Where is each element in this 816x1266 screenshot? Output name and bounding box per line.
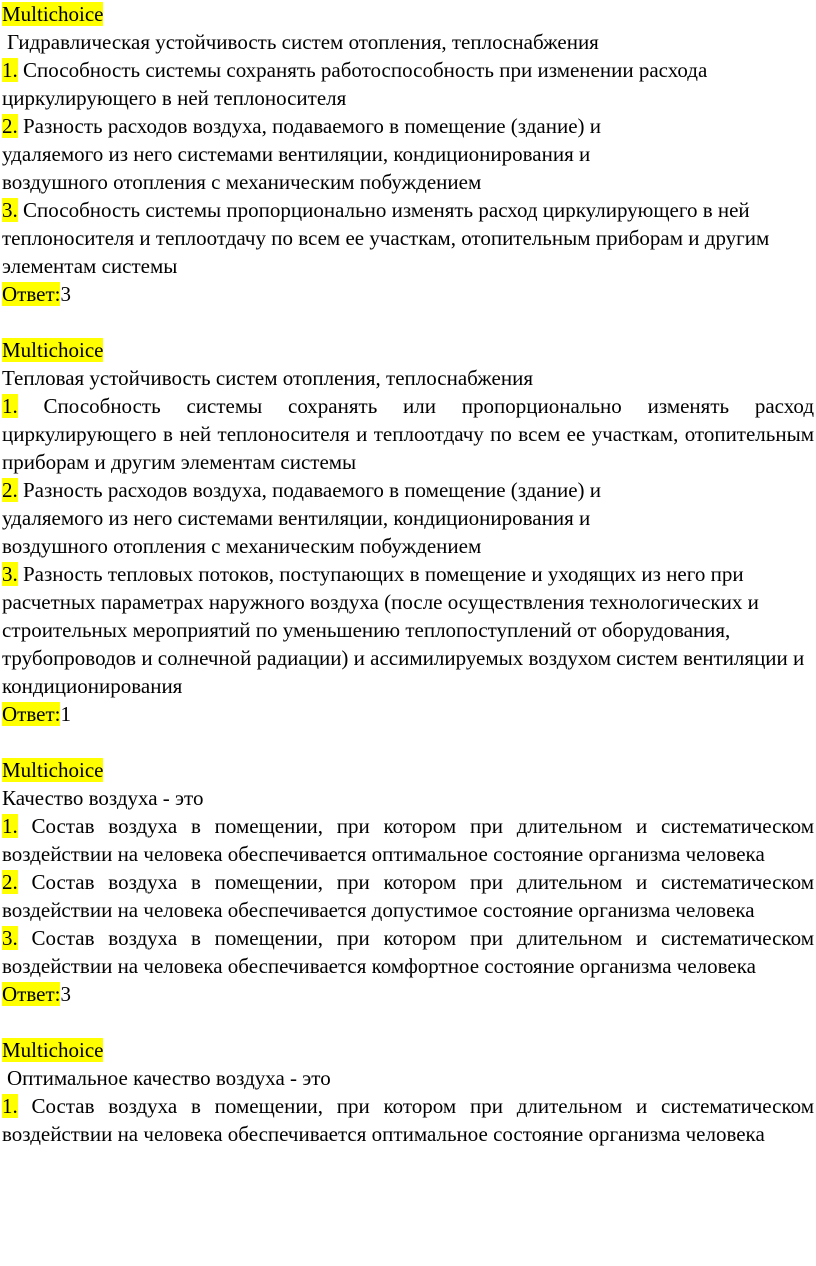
option-text: Способность системы пропорционально изменять расход циркулирующего в ней теплоносителя и теплоотдачу по всем ее участкам, отопительным приборам и другим элементам системы bbox=[2, 198, 770, 278]
option-text: Разность расходов воздуха, подаваемого в помещение (здание) и удаляемого из него системами вентиляции, кондиционирования и воздушного отопления с механическим побуждением bbox=[2, 114, 602, 194]
answer bbox=[2, 700, 814, 728]
answer-label: Ответ: bbox=[2, 982, 61, 1006]
answer-value: 3 bbox=[60, 982, 71, 1006]
answer-value: 3 bbox=[60, 282, 71, 306]
question-type: Multichoice bbox=[2, 2, 104, 26]
answer-label: Ответ: bbox=[2, 702, 61, 726]
option-text: Разность расходов воздуха, подаваемого в помещение (здание) и удаляемого из него системами вентиляции, кондиционирования и воздушного отопления с механическим побуждением bbox=[2, 478, 602, 558]
option-text: Состав воздуха в помещении, при котором при длительном и систематическом воздействии на человека обеспечивается допустимое состояние организма человека bbox=[2, 870, 814, 922]
option-3 bbox=[2, 924, 814, 980]
option-number: 3. bbox=[2, 562, 18, 586]
question-prompt: Гидравлическая устойчивость систем отопления, теплоснабжения bbox=[7, 30, 599, 54]
option-2 bbox=[2, 868, 814, 924]
question-prompt: Тепловая устойчивость систем отопления, теплоснабжения bbox=[2, 366, 533, 390]
option-number: 1. bbox=[2, 394, 18, 418]
option-1 bbox=[2, 392, 814, 476]
question-4 bbox=[2, 1036, 814, 1148]
option-2 bbox=[2, 476, 814, 560]
option-text: Состав воздуха в помещении, при котором при длительном и систематическом воздействии на человека обеспечивается оптимальное состояние организма человека bbox=[2, 1094, 814, 1146]
option-number: 3. bbox=[2, 198, 18, 222]
question-3 bbox=[2, 756, 814, 1008]
question-prompt: Оптимальное качество воздуха - это bbox=[7, 1066, 331, 1090]
option-3 bbox=[2, 196, 814, 280]
option-3 bbox=[2, 560, 814, 700]
option-1 bbox=[2, 812, 814, 868]
option-1 bbox=[2, 56, 814, 112]
option-number: 3. bbox=[2, 926, 18, 950]
option-number: 1. bbox=[2, 58, 18, 82]
question-type: Multichoice bbox=[2, 758, 104, 782]
option-number: 2. bbox=[2, 870, 18, 894]
answer bbox=[2, 280, 814, 308]
option-number: 2. bbox=[2, 478, 18, 502]
option-number: 2. bbox=[2, 114, 18, 138]
option-2 bbox=[2, 112, 814, 196]
option-text: Способность системы сохранять работоспособность при изменении расхода циркулирующего в ней теплоносителя bbox=[2, 58, 708, 110]
answer-label: Ответ: bbox=[2, 282, 61, 306]
question-1 bbox=[2, 0, 814, 308]
option-text: Состав воздуха в помещении, при котором при длительном и систематическом воздействии на человека обеспечивается оптимальное состояние организма человека bbox=[2, 814, 814, 866]
option-number: 1. bbox=[2, 1094, 18, 1118]
answer bbox=[2, 980, 814, 1008]
option-text: Способность системы сохранять или пропорционально изменять расход циркулирующего в ней теплоносителя и теплоотдачу по всем ее участкам, отопительным приборам и другим элементам системы bbox=[2, 394, 815, 474]
question-prompt: Качество воздуха - это bbox=[2, 786, 204, 810]
question-type: Multichoice bbox=[2, 1038, 104, 1062]
question-type: Multichoice bbox=[2, 338, 104, 362]
option-number: 1. bbox=[2, 814, 18, 838]
answer-value: 1 bbox=[60, 702, 71, 726]
option-text: Разность тепловых потоков, поступающих в помещение и уходящих из него при расчетных параметрах наружного воздуха (после осуществления технологических и строительных мероприятий по уменьшению теплопоступлений от оборудования, трубопроводов и солнечной радиации) и ассимилируемых воздухом систем вентиляции и кондиционирования bbox=[2, 562, 805, 698]
option-text: Состав воздуха в помещении, при котором при длительном и систематическом воздействии на человека обеспечивается комфортное состояние организма человека bbox=[2, 926, 814, 978]
option-1 bbox=[2, 1092, 814, 1148]
question-2 bbox=[2, 336, 814, 728]
